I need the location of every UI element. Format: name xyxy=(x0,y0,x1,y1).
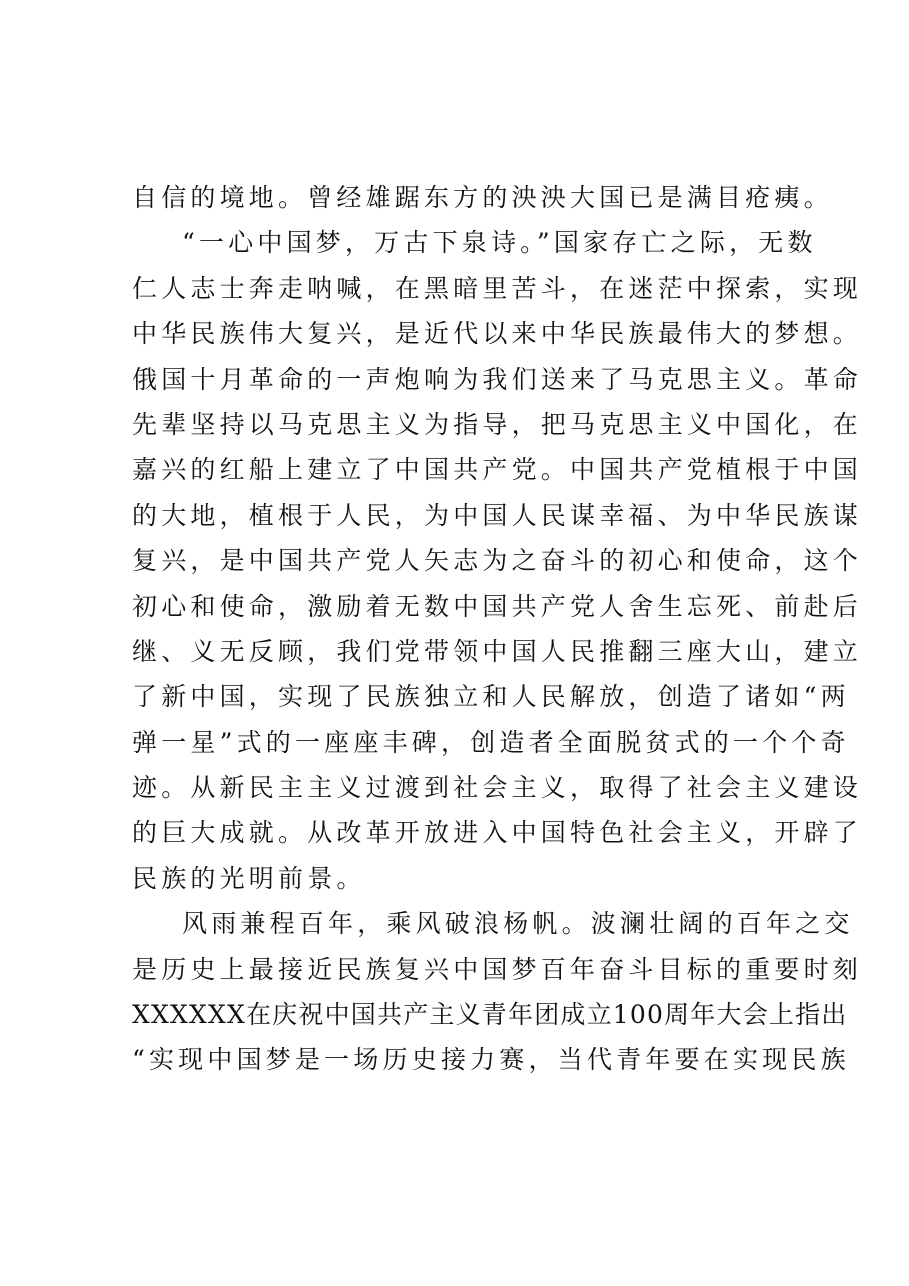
body-text xyxy=(132,175,863,1083)
text-line-9: 复兴，是中国共产党人矢志为之奋斗的初心和使命，这个 xyxy=(132,546,863,576)
text-line-20: “实现中国梦是一场历史接力赛，当代青年要在实现民族 xyxy=(132,1045,850,1075)
text-line-8: 的大地，植根于人民，为中国人民谋幸福、为中华民族谋 xyxy=(132,500,863,530)
text-line-15: 的巨大成就。从改革开放进入中国特色社会主义，开辟了 xyxy=(132,818,863,848)
text-line-3: 仁人志士奔走呐喊，在黑暗里苦斗，在迷茫中探索，实现 xyxy=(132,273,863,303)
text-line-13: 弹一星”式的一座座丰碑，创造者全面脱贫式的一个个奇 xyxy=(132,727,850,757)
text-line-4: 中华民族伟大复兴，是近代以来中华民族最伟大的梦想。 xyxy=(132,319,863,349)
text-line-19: XXXXXX在庆祝中国共产主义青年团成立100周年大会上指出 xyxy=(132,1000,848,1030)
text-line-1: 自信的境地。曾经雄踞东方的泱泱大国已是满目疮痍。 xyxy=(132,183,833,212)
text-line-2: “一心中国梦，万古下泉诗。”国家存亡之际，无数 xyxy=(182,228,817,258)
text-line-7: 嘉兴的红船上建立了中国共产党。中国共产党植根于中国 xyxy=(132,455,863,485)
text-line-12: 了新中国，实现了民族独立和人民解放，创造了诸如“两 xyxy=(132,682,850,712)
text-line-17: 风雨兼程百年，乘风破浪杨帆。波澜壮阔的百年之交 xyxy=(182,909,854,939)
text-line-18: 是历史上最接近民族复兴中国梦百年奋斗目标的重要时刻 xyxy=(132,954,863,984)
text-line-5: 俄国十月革命的一声炮响为我们送来了马克思主义。革命 xyxy=(132,364,863,394)
text-line-10: 初心和使命，激励着无数中国共产党人舍生忘死、前赴后 xyxy=(132,591,863,621)
text-line-11: 继、义无反顾，我们党带领中国人民推翻三座大山，建立 xyxy=(132,636,863,666)
text-line-6: 先辈坚持以马克思主义为指导，把马克思主义中国化，在 xyxy=(132,409,863,439)
text-line-16: 民族的光明前景。 xyxy=(132,863,366,893)
text-line-14: 迹。从新民主主义过渡到社会主义，取得了社会主义建设 xyxy=(132,773,863,803)
